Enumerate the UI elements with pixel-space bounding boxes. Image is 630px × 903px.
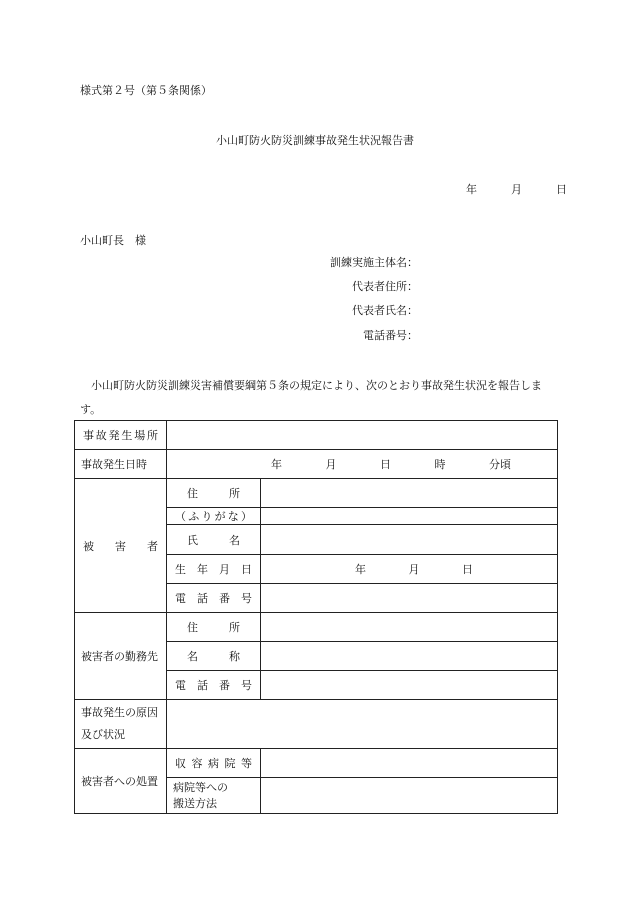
victim-label-cell xyxy=(75,479,167,613)
table-row xyxy=(75,749,558,778)
victim-furigana-label: （ ふ り が な ） xyxy=(175,510,252,523)
workplace-phone-label-cell xyxy=(167,671,261,700)
victim-name-label: 氏 名 xyxy=(187,533,240,547)
victim-address-label-cell xyxy=(167,479,261,508)
date-month: 月 xyxy=(511,183,522,196)
date-year: 年 xyxy=(466,183,477,196)
table-row xyxy=(75,479,558,508)
report-table xyxy=(74,420,558,814)
dt-hour: 時 xyxy=(434,458,446,471)
form-number: 様式第２号（第５条関係） xyxy=(80,84,212,97)
organizer-label: 訓練実施主体名： xyxy=(330,256,418,269)
victim-name-value[interactable] xyxy=(261,525,558,555)
place-value-cell[interactable] xyxy=(167,421,558,450)
hospital-label: 収 容 病 院 等 xyxy=(175,757,252,770)
cause-label-cell xyxy=(75,700,167,749)
victim-birth-label: 生 年 月 日 xyxy=(175,563,252,576)
table-row xyxy=(75,613,558,642)
date-line xyxy=(466,183,567,197)
cause-value-cell[interactable] xyxy=(167,700,558,749)
workplace-label-cell xyxy=(75,613,167,700)
victim-label: 被 害 者 xyxy=(83,539,158,553)
hospital-value[interactable] xyxy=(261,749,558,778)
victim-birth-value[interactable] xyxy=(261,555,558,584)
dt-year: 年 xyxy=(271,458,282,471)
transport-value[interactable] xyxy=(261,778,558,814)
transport-label-2: 搬送方法 xyxy=(173,796,217,810)
transport-label-1: 病院等への xyxy=(173,780,228,794)
body-paragraph: 小山町防火防災訓練災害補償要綱第５条の規定により、次のとおり事故発生状況を報告します。 xyxy=(80,379,542,416)
datetime-label: 事故発生日時 xyxy=(81,458,147,471)
representative-address-label: 代表者住所： xyxy=(352,280,418,293)
workplace-address-label-cell xyxy=(167,613,261,642)
place-label-cell xyxy=(75,421,167,450)
victim-address-label: 住 所 xyxy=(187,487,240,500)
birth-year: 年 xyxy=(355,563,366,576)
addressee: 小山町長 様 xyxy=(80,234,146,247)
workplace-address-label: 住 所 xyxy=(187,621,240,634)
birth-day: 日 xyxy=(462,563,473,576)
place-label: 事 故 発 生 場 所 xyxy=(83,429,158,442)
representative-name-label: 代表者氏名： xyxy=(352,304,418,317)
table-row xyxy=(75,450,558,479)
birth-units xyxy=(267,561,551,577)
dt-minute: 分頃 xyxy=(489,458,511,471)
workplace-address-value[interactable] xyxy=(261,613,558,642)
datetime-label-cell xyxy=(75,450,167,479)
cause-label-2: 及び状況 xyxy=(81,728,125,741)
table-row xyxy=(75,700,558,749)
victim-furigana-value[interactable] xyxy=(261,508,558,525)
date-day: 日 xyxy=(556,183,567,196)
victim-phone-label: 電 話 番 号 xyxy=(175,592,252,605)
workplace-phone-label: 電 話 番 号 xyxy=(175,679,252,692)
table-row xyxy=(75,421,558,450)
phone-number-label: 電話番号： xyxy=(363,329,418,342)
document-title: 小山町防火防災訓練事故発生状況報告書 xyxy=(216,134,414,147)
victim-furigana-label-cell xyxy=(167,508,261,525)
dt-day: 日 xyxy=(380,458,391,471)
victim-name-label-cell xyxy=(167,525,261,555)
workplace-label: 被害者の勤務先 xyxy=(81,650,158,663)
datetime-units xyxy=(173,456,551,472)
workplace-name-label-cell xyxy=(167,642,261,671)
cause-label-1: 事故発生の原因 xyxy=(81,706,158,719)
workplace-name-label: 名 称 xyxy=(187,650,240,663)
datetime-value-cell[interactable] xyxy=(167,450,558,479)
victim-address-value[interactable] xyxy=(261,479,558,508)
workplace-phone-value[interactable] xyxy=(261,671,558,700)
birth-month: 月 xyxy=(408,563,420,576)
victim-birth-label-cell xyxy=(167,555,261,584)
victim-phone-label-cell xyxy=(167,584,261,613)
workplace-name-value[interactable] xyxy=(261,642,558,671)
transport-label-cell xyxy=(167,778,261,814)
victim-phone-value[interactable] xyxy=(261,584,558,613)
treatment-label: 被害者への処置 xyxy=(81,775,158,788)
treatment-label-cell xyxy=(75,749,167,814)
hospital-label-cell xyxy=(167,749,261,778)
dt-month: 月 xyxy=(325,458,337,471)
